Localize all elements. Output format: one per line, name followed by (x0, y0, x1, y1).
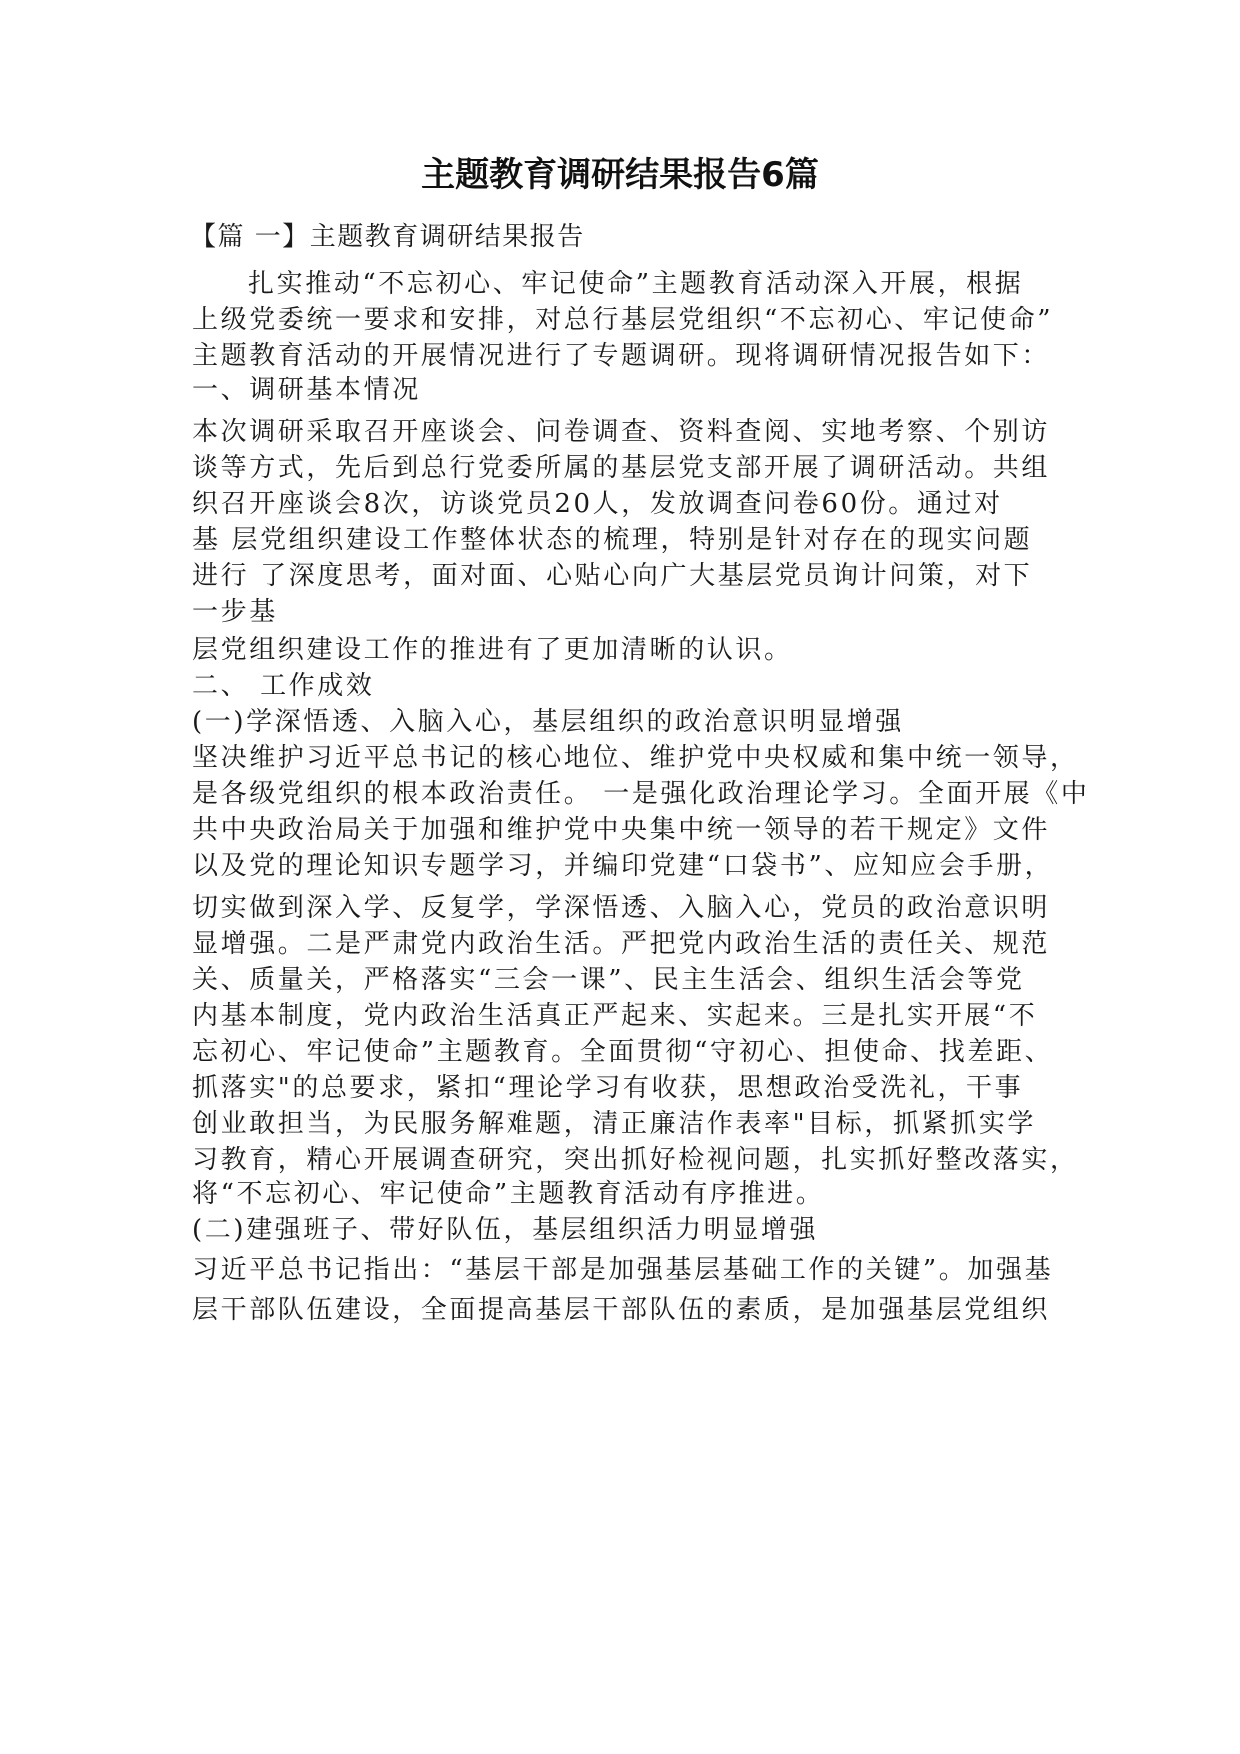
paragraph-line: 本次调研采取召开座谈会、问卷调查、资料查阅、实地考察、个别访 (192, 417, 1051, 447)
paragraph-line: 一步基 (192, 597, 278, 627)
paragraph-line: 层党组织建设工作的推进有了更加清晰的认识。 (192, 635, 793, 665)
chapter-heading: 【篇 一】主题教育调研结果报告 (190, 222, 585, 252)
section-heading: 二、 工作成效 (192, 671, 375, 701)
paragraph-line: 显增强。二是严肃党内政治生活。严把党内政治生活的责任关、规范 (192, 929, 1051, 959)
paragraph-line: 忘初心、牢记使命”主题教育。全面贯彻“守初心、担使命、找差距、 (192, 1037, 1054, 1067)
paragraph-line: 共中央政治局关于加强和维护党中央集中统一领导的若干规定》文件 (192, 815, 1051, 845)
paragraph-line: 习近平总书记指出：“基层干部是加强基层基础工作的关键”。加强基 (192, 1255, 1054, 1285)
subsection-heading: (二)建强班子、带好队伍，基层组织活力明显增强 (192, 1215, 819, 1245)
paragraph-line: 织召开座谈会8次，访谈党员20人，发放调查问卷60份。通过对 (192, 489, 1003, 519)
paragraph-line: 习教育，精心开展调查研究，突出抓好检视问题，扎实抓好整改落实， (192, 1145, 1079, 1175)
paragraph-line: 以及党的理论知识专题学习，并编印党建“口袋书”、应知应会手册， (192, 851, 1054, 881)
paragraph-line: 主题教育活动的开展情况进行了专题调研。现将调研情况报告如下： (192, 341, 1051, 371)
paragraph-line: 创业敢担当，为民服务解难题，清正廉洁作表率"目标，抓紧抓实学 (192, 1109, 1036, 1139)
paragraph-line: 扎实推动“不忘初心、牢记使命”主题教育活动深入开展，根据 (248, 269, 1024, 299)
paragraph-line: 进行 了深度思考，面对面、心贴心向广大基层党员询计问策，对下 (192, 561, 1033, 591)
paragraph-line: 抓落实"的总要求，紧扣“理论学习有收获，思想政治受洗礼，干事 (192, 1073, 1024, 1103)
paragraph-line: 切实做到深入学、反复学，学深悟透、入脑入心，党员的政治意识明 (192, 893, 1051, 923)
paragraph-line: 谈等方式，先后到总行党委所属的基层党支部开展了调研活动。共组 (192, 453, 1051, 483)
paragraph-line: 内基本制度，党内政治生活真正严起来、实起来。三是扎实开展“不 (192, 1001, 1038, 1031)
paragraph-line: 将“不忘初心、牢记使命”主题教育活动有序推进。 (192, 1179, 825, 1209)
paragraph-line: 基 层党组织建设工作整体状态的梳理，特别是针对存在的现实问题 (192, 525, 1033, 555)
document-title: 主题教育调研结果报告6篇 (421, 155, 819, 195)
paragraph-line: 上级党委统一要求和安排，对总行基层党组织“不忘初心、牢记使命” (192, 305, 1054, 335)
paragraph-line: 关、质量关，严格落实“三会一课”、民主生活会、组织生活会等党 (192, 965, 1025, 995)
subsection-heading: (一)学深悟透、入脑入心，基层组织的政治意识明显增强 (192, 707, 904, 737)
paragraph-line: 层干部队伍建设，全面提高基层干部队伍的素质，是加强基层党组织 (192, 1295, 1051, 1325)
paragraph-line: 是各级党组织的根本政治责任。 一是强化政治理论学习。全面开展《中 (192, 779, 1090, 809)
paragraph-line: 坚决维护习近平总书记的核心地位、维护党中央权威和集中统一领导， (192, 743, 1079, 773)
section-heading: 一、调研基本情况 (192, 375, 421, 405)
